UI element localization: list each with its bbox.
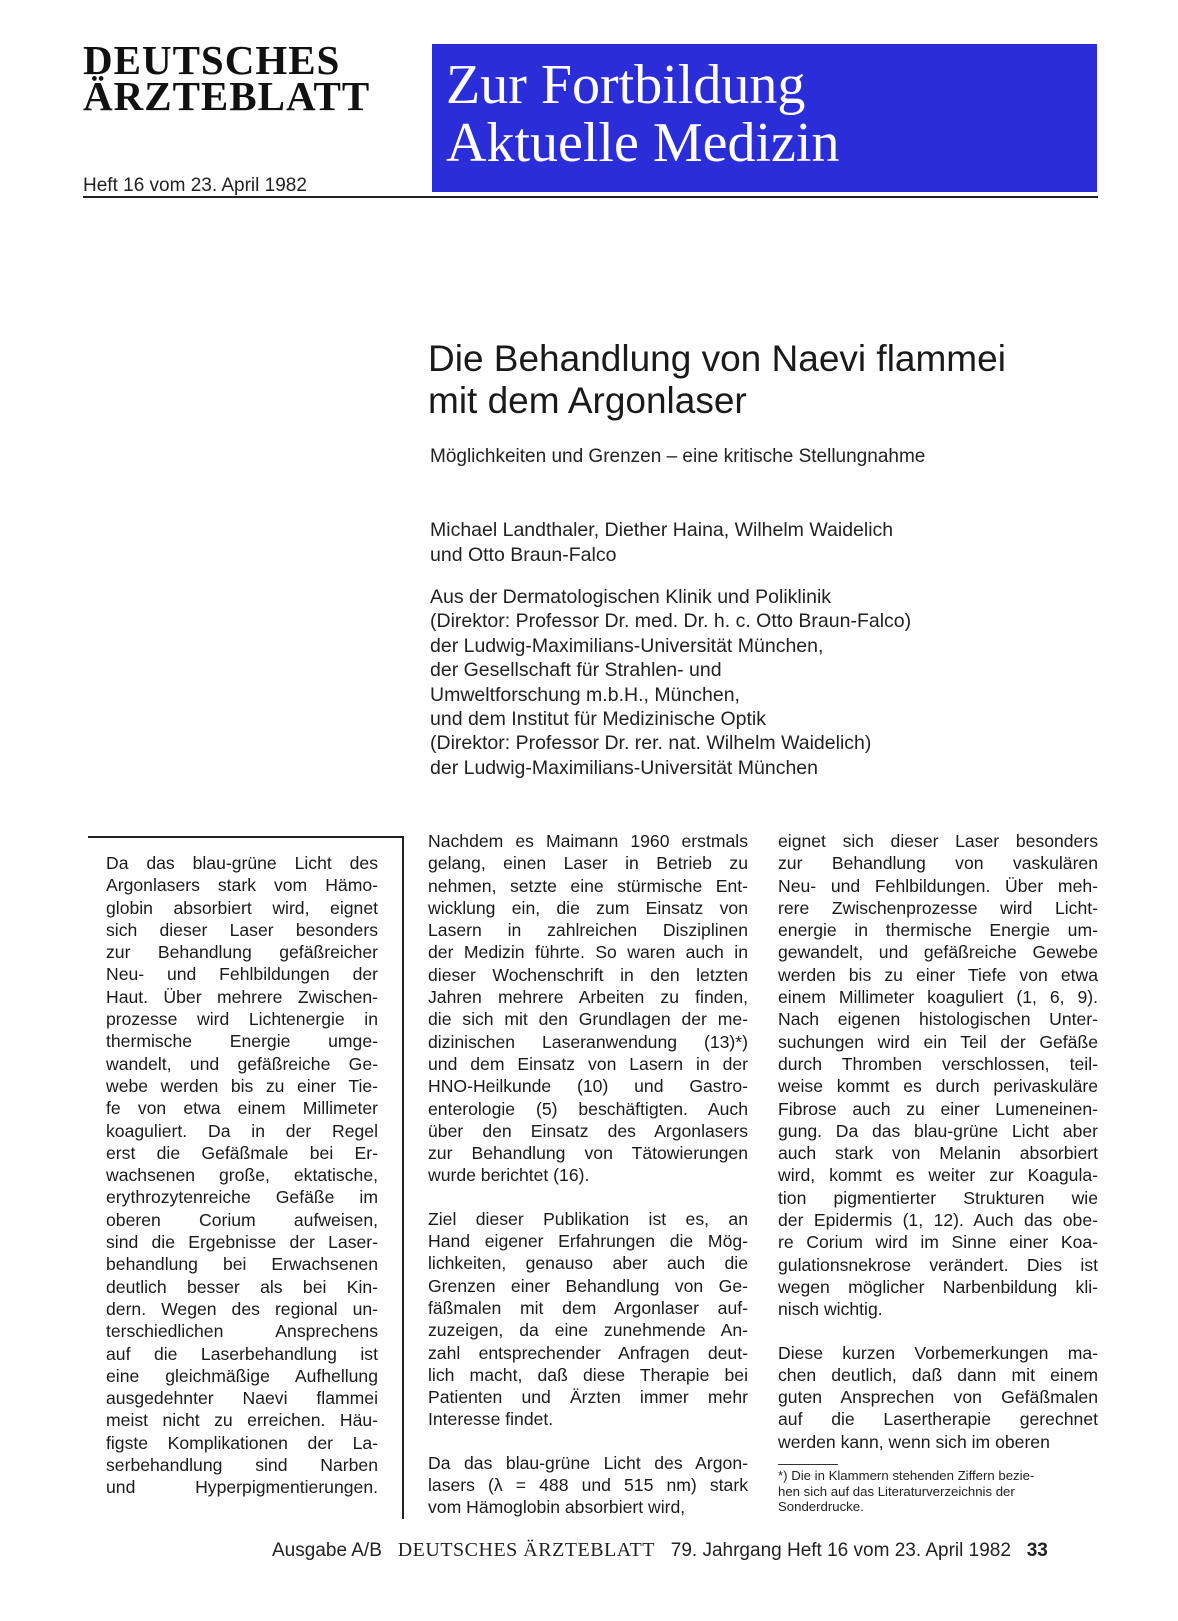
text-line: und dem Einsatz von Lasern in der xyxy=(428,1053,748,1074)
text-line: die sich mit den Grundlagen der me- xyxy=(428,1009,748,1030)
text-line: eignet sich dieser Laser besonders xyxy=(778,831,1098,851)
text-line: Da das blau-grüne Licht des Argon- xyxy=(428,1452,748,1473)
page-number: 33 xyxy=(1026,1540,1048,1561)
text-line: Ziel dieser Publikation ist es, an xyxy=(428,1208,748,1229)
header-rule xyxy=(83,196,1098,198)
footnote-line: hen sich auf das Literaturverzeichnis der xyxy=(778,1483,1015,1499)
affiliation-line: und dem Institut für Medizinische Optik xyxy=(430,708,766,731)
text-line: der Medizin führte. So waren auch in xyxy=(428,942,748,963)
text-line: re Corium wird im Sinne einer Koa- xyxy=(778,1232,1098,1253)
text-line: HNO-Heilkunde (10) und Gastro- xyxy=(428,1076,748,1097)
footnote-line: Sonderdrucke. xyxy=(778,1499,864,1514)
text-line: eine gleichmäßige Aufhellung xyxy=(106,1365,378,1386)
author-list xyxy=(430,518,893,568)
text-line: werden kann, wenn sich im oberen xyxy=(778,1431,1050,1452)
text-line: Lasern in zahlreichen Disziplinen xyxy=(428,920,748,941)
text-line: auf die Laserbehandlung ist xyxy=(106,1343,378,1364)
text-line: wandelt, und gefäßreiche Ge- xyxy=(106,1053,378,1074)
text-line: durch Thromben verschlossen, teil- xyxy=(778,1053,1098,1074)
text-line: chen deutlich, daß dann mit einem xyxy=(778,1364,1098,1385)
text-line: dern. Wegen des regional un- xyxy=(106,1298,378,1319)
column2-para1 xyxy=(428,830,748,1187)
article-subtitle: Möglichkeiten und Grenzen – eine kritische Stellungnahme xyxy=(430,446,926,467)
column2-para3 xyxy=(428,1452,748,1519)
text-line: auf die Lasertherapie gerechnet xyxy=(778,1409,1098,1430)
author-line: und Otto Braun-Falco xyxy=(430,544,617,566)
body-column-2 xyxy=(428,830,748,1519)
column3-para2 xyxy=(778,1342,1098,1453)
text-line: über den Einsatz des Argonlasers xyxy=(428,1120,748,1141)
text-line: koaguliert. Da in der Regel xyxy=(106,1120,378,1141)
text-line: dizinischen Laseranwendung (13)*) xyxy=(428,1031,748,1052)
author-line: Michael Landthaler, Diether Haina, Wilhelm Waidelich xyxy=(430,519,894,541)
text-line: energie in thermische Energie um- xyxy=(778,920,1098,941)
text-line: Haut. Über mehrere Zwischen- xyxy=(106,986,378,1007)
footnote xyxy=(778,1468,1098,1515)
journal-logo-line1: DEUTSCHES xyxy=(83,37,341,83)
text-line: thermische Energie umge- xyxy=(106,1031,378,1052)
article-title-line1: Die Behandlung von Naevi flammei xyxy=(428,338,1006,379)
text-line: Patienten und Ärzten immer mehr xyxy=(428,1387,748,1408)
section-banner-line1: Zur Fortbildung xyxy=(446,54,806,116)
footer-volume: 79. Jahrgang Heft 16 vom 23. April 1982 xyxy=(670,1540,1011,1561)
text-line: und Hyperpigmentierungen. xyxy=(106,1477,378,1498)
text-line: zur Behandlung von vaskulären xyxy=(778,853,1098,874)
affiliation-line: der Gesellschaft für Strahlen- und xyxy=(430,659,722,682)
text-line: gewandelt, und gefäßreiche Gewebe xyxy=(778,942,1098,963)
journal-logo xyxy=(83,37,413,119)
text-line: wird, kommt es weiter zur Koagula- xyxy=(778,1165,1098,1186)
footer-edition: Ausgabe A/B xyxy=(272,1540,382,1561)
issue-line: Heft 16 vom 23. April 1982 xyxy=(83,175,307,196)
text-line: werden bis zu einer Tiefe von etwa xyxy=(778,964,1098,985)
text-line: wegen möglicher Narbenbildung kli- xyxy=(778,1276,1098,1297)
text-line: lichkeiten, genauso aber auch die xyxy=(428,1253,748,1274)
text-line: enterologie (5) beschäftigten. Auch xyxy=(428,1098,748,1119)
article-title-line2: mit dem Argonlaser xyxy=(428,380,747,421)
column2-para2 xyxy=(428,1208,748,1431)
affiliation-line: der Ludwig-Maximilians-Universität München xyxy=(430,756,818,779)
text-line: erythrozytenreiche Gefäße im xyxy=(106,1187,378,1208)
text-line: gung. Da das blau-grüne Licht aber xyxy=(778,1120,1098,1141)
text-line: Grenzen einer Behandlung von Ge- xyxy=(428,1275,748,1296)
text-line: dieser Wochenschrift in den letzten xyxy=(428,964,748,985)
text-line: wicklung ein, die zum Einsatz von xyxy=(428,897,748,918)
text-line: der Epidermis (1, 12). Auch das obe- xyxy=(778,1210,1098,1231)
text-line: guten Ansprechen von Gefäßmalen xyxy=(778,1387,1098,1408)
text-line: nehmen, setzte eine stürmische Ent- xyxy=(428,875,748,896)
text-line: fäßmalen mit dem Argonlaser auf- xyxy=(428,1297,748,1318)
text-line: serbehandlung sind Narben xyxy=(106,1455,378,1476)
text-line: Nachdem es Maimann 1960 erstmals xyxy=(428,831,748,851)
affiliation-line: Aus der Dermatologischen Klinik und Poliklinik xyxy=(430,586,832,608)
text-line: Hand eigener Erfahrungen die Mög- xyxy=(428,1231,748,1252)
text-line: Neu- und Fehlbildungen. Über meh- xyxy=(778,875,1098,896)
text-line: suchungen wird ein Teil der Gefäße xyxy=(778,1031,1098,1052)
text-line: wachsenen große, ektatische, xyxy=(106,1165,378,1186)
text-line: Neu- und Fehlbildungen der xyxy=(106,964,378,985)
section-banner xyxy=(432,44,1097,192)
affiliation-block xyxy=(430,585,911,780)
text-line: sind die Ergebnisse der Laser- xyxy=(106,1232,378,1253)
text-line: vom Hämoglobin absorbiert wird, xyxy=(428,1497,686,1518)
text-line: figste Komplikationen der La- xyxy=(106,1432,378,1453)
affiliation-line: (Direktor: Professor Dr. rer. nat. Wilhelm Waidelich) xyxy=(430,732,872,755)
text-line: weise kommt es durch perivaskuläre xyxy=(778,1076,1098,1097)
text-line: sich dieser Laser besonders xyxy=(106,919,378,940)
text-line: behandlung bei Erwachsenen xyxy=(106,1254,378,1275)
text-line: terschiedlichen Ansprechens xyxy=(106,1321,378,1342)
text-line: globin absorbiert wird, eignet xyxy=(106,897,378,918)
section-banner-line2: Aktuelle Medizin xyxy=(446,112,840,174)
text-line: webe werden bis zu einer Tie- xyxy=(106,1075,378,1096)
text-line: Diese kurzen Vorbemerkungen ma- xyxy=(778,1342,1098,1363)
text-line: Da das blau-grüne Licht des xyxy=(106,853,378,873)
text-line: ausgedehnter Naevi flammei xyxy=(106,1388,378,1409)
affiliation-line: der Ludwig-Maximilians-Universität München, xyxy=(430,634,824,657)
text-line: Interesse findet. xyxy=(428,1409,554,1430)
footer-brand: DEUTSCHES ÄRZTEBLATT xyxy=(397,1539,655,1561)
column3-para1 xyxy=(778,830,1098,1321)
text-line: gelang, einen Laser in Betrieb zu xyxy=(428,853,748,874)
footnote-line: *) Die in Klammern stehenden Ziffern bezie- xyxy=(778,1468,1035,1483)
page-footer xyxy=(272,1539,1048,1562)
text-line: Argonlasers stark vom Hämo- xyxy=(106,875,378,896)
text-line: einem Millimeter koaguliert (1, 6, 9). xyxy=(778,987,1098,1008)
journal-logo-line2: ÄRZTEBLATT xyxy=(83,73,371,119)
text-line: Jahren mehrere Arbeiten zu finden, xyxy=(428,987,748,1008)
text-line: oberen Corium aufweisen, xyxy=(106,1209,378,1230)
text-line: meist nicht zu erreichen. Häu- xyxy=(106,1410,378,1431)
text-line: Nach eigenen histologischen Unter- xyxy=(778,1009,1098,1030)
text-line: auch stark von Melanin absorbiert xyxy=(778,1143,1098,1164)
article-title xyxy=(428,338,1108,422)
abstract-text xyxy=(106,852,378,1499)
text-line: rere Zwischenprozesse wird Licht- xyxy=(778,897,1098,918)
text-line: lich macht, daß diese Therapie bei xyxy=(428,1364,748,1385)
text-line: wurde berichtet (16). xyxy=(428,1165,590,1186)
body-column-3 xyxy=(778,830,1098,1453)
footnote-rule xyxy=(778,1464,838,1465)
affiliation-line: Umweltforschung m.b.H., München, xyxy=(430,683,740,706)
text-line: zur Behandlung gefäßreicher xyxy=(106,942,378,963)
text-line: fe von etwa einem Millimeter xyxy=(106,1098,378,1119)
text-line: lasers (λ = 488 und 515 nm) stark xyxy=(428,1475,748,1496)
text-line: zahl entsprechender Anfragen deut- xyxy=(428,1342,748,1363)
text-line: prozesse wird Lichtenergie in xyxy=(106,1009,378,1030)
text-line: zur Behandlung von Tätowierungen xyxy=(428,1143,748,1164)
text-line: zuzeigen, da eine zunehmende An- xyxy=(428,1320,748,1341)
text-line: tion pigmentierter Strukturen wie xyxy=(778,1187,1098,1208)
affiliation-line: (Direktor: Professor Dr. med. Dr. h. c. Otto Braun-Falco) xyxy=(430,610,912,633)
text-line: deutlich besser als bei Kin- xyxy=(106,1276,378,1297)
text-line: gulationsnekrose verändert. Dies ist xyxy=(778,1254,1098,1275)
text-line: Fibrose auch zu einer Lumeneinen- xyxy=(778,1098,1098,1119)
text-line: nisch wichtig. xyxy=(778,1299,883,1320)
text-line: erst die Gefäßmale bei Er- xyxy=(106,1142,378,1163)
